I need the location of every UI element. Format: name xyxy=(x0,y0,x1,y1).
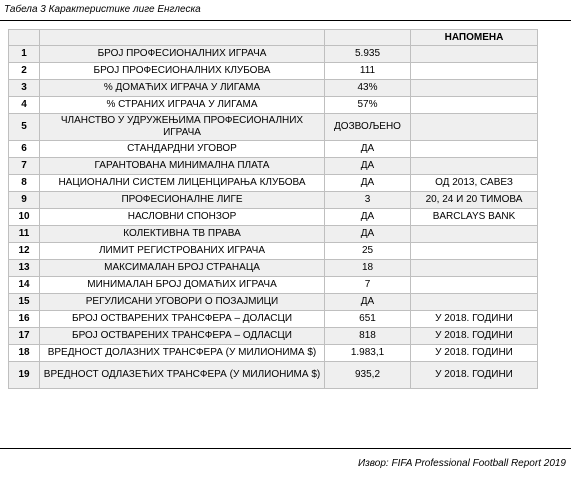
row-value-cell: 18 xyxy=(325,260,411,277)
row-label-cell: НАСЛОВНИ СПОНЗОР xyxy=(40,209,325,226)
row-value-cell: 935,2 xyxy=(325,362,411,389)
row-note-cell xyxy=(411,63,538,80)
row-number-cell: 10 xyxy=(9,209,40,226)
row-value-cell: 651 xyxy=(325,311,411,328)
header-cell-number xyxy=(9,30,40,46)
header-cell-value xyxy=(325,30,411,46)
row-value-cell: 43% xyxy=(325,80,411,97)
row-number-cell: 2 xyxy=(9,63,40,80)
row-label-cell: БРОЈ ПРОФЕСИОНАЛНИХ ИГРАЧА xyxy=(40,46,325,63)
table-row xyxy=(9,311,538,328)
table-row xyxy=(9,260,538,277)
row-label-cell: ГАРАНТОВАНА МИНИМАЛНА ПЛАТА xyxy=(40,158,325,175)
row-note-cell: У 2018. ГОДИНИ xyxy=(411,311,538,328)
row-note-cell xyxy=(411,141,538,158)
row-value-cell: 111 xyxy=(325,63,411,80)
row-number-cell: 16 xyxy=(9,311,40,328)
row-note-cell xyxy=(411,294,538,311)
row-value-cell: 818 xyxy=(325,328,411,345)
row-number-cell: 13 xyxy=(9,260,40,277)
row-value-cell: ДА xyxy=(325,141,411,158)
row-label-cell: БРОЈ ОСТВАРЕНИХ ТРАНСФЕРА – ДОЛАСЦИ xyxy=(40,311,325,328)
row-label-cell: БРОЈ ОСТВАРЕНИХ ТРАНСФЕРА – ОДЛАСЦИ xyxy=(40,328,325,345)
row-label-cell: РЕГУЛИСАНИ УГОВОРИ О ПОЗАЈМИЦИ xyxy=(40,294,325,311)
source-note: Извор: FIFA Professional Football Report 2019 xyxy=(357,458,566,469)
row-note-cell xyxy=(411,243,538,260)
row-number-cell: 17 xyxy=(9,328,40,345)
row-note-cell xyxy=(411,80,538,97)
table-row xyxy=(9,226,538,243)
row-number-cell: 11 xyxy=(9,226,40,243)
table-row xyxy=(9,328,538,345)
row-note-cell xyxy=(411,277,538,294)
table-row xyxy=(9,175,538,192)
bottom-rule xyxy=(0,448,571,449)
row-number-cell: 18 xyxy=(9,345,40,362)
row-value-cell: ДА xyxy=(325,158,411,175)
row-label-cell: НАЦИОНАЛНИ СИСТЕМ ЛИЦЕНЦИРАЊА КЛУБОВА xyxy=(40,175,325,192)
header-cell-note: НАПОМЕНА xyxy=(411,30,538,46)
row-note-cell xyxy=(411,226,538,243)
table-row xyxy=(9,345,538,362)
table-row xyxy=(9,158,538,175)
row-value-cell: ДА xyxy=(325,209,411,226)
table-row xyxy=(9,277,538,294)
row-note-cell xyxy=(411,46,538,63)
row-label-cell: КОЛЕКТИВНА ТВ ПРАВА xyxy=(40,226,325,243)
row-value-cell: 25 xyxy=(325,243,411,260)
row-number-cell: 4 xyxy=(9,97,40,114)
row-note-cell: 20, 24 И 20 ТИМОВА xyxy=(411,192,538,209)
league-characteristics-table xyxy=(8,29,538,389)
row-label-cell: % ДОМАЋИХ ИГРАЧА У ЛИГАМА xyxy=(40,80,325,97)
row-note-cell: У 2018. ГОДИНИ xyxy=(411,345,538,362)
table-row xyxy=(9,97,538,114)
table-row xyxy=(9,141,538,158)
row-note-cell: BARCLAYS BANK xyxy=(411,209,538,226)
row-note-cell xyxy=(411,158,538,175)
row-value-cell: ДА xyxy=(325,175,411,192)
row-value-cell: 57% xyxy=(325,97,411,114)
row-number-cell: 1 xyxy=(9,46,40,63)
row-note-cell xyxy=(411,97,538,114)
row-note-cell xyxy=(411,260,538,277)
row-value-cell: ДА xyxy=(325,294,411,311)
row-label-cell: МИНИМАЛАН БРОЈ ДОМАЋИХ ИГРАЧА xyxy=(40,277,325,294)
row-label-cell: МАКСИМАЛАН БРОЈ СТРАНАЦА xyxy=(40,260,325,277)
row-label-cell: ВРЕДНОСТ ОДЛАЗЕЋИХ ТРАНСФЕРА (У МИЛИОНИМА $) xyxy=(40,362,325,389)
row-label-cell: БРОЈ ПРОФЕСИОНАЛНИХ КЛУБОВА xyxy=(40,63,325,80)
table-header-row xyxy=(9,30,538,46)
table-row xyxy=(9,114,538,141)
row-number-cell: 5 xyxy=(9,114,40,141)
row-label-cell: % СТРАНИХ ИГРАЧА У ЛИГАМА xyxy=(40,97,325,114)
row-note-cell: У 2018. ГОДИНИ xyxy=(411,362,538,389)
row-label-cell: ПРОФЕСИОНАЛНЕ ЛИГЕ xyxy=(40,192,325,209)
row-value-cell: 7 xyxy=(325,277,411,294)
table-row xyxy=(9,294,538,311)
row-number-cell: 19 xyxy=(9,362,40,389)
row-number-cell: 8 xyxy=(9,175,40,192)
row-note-cell: ОД 2013, САВЕЗ xyxy=(411,175,538,192)
row-number-cell: 12 xyxy=(9,243,40,260)
top-rule xyxy=(0,20,571,21)
row-value-cell: 5.935 xyxy=(325,46,411,63)
row-number-cell: 15 xyxy=(9,294,40,311)
row-number-cell: 9 xyxy=(9,192,40,209)
row-number-cell: 3 xyxy=(9,80,40,97)
row-value-cell: ДА xyxy=(325,226,411,243)
table-row xyxy=(9,192,538,209)
table-row xyxy=(9,63,538,80)
row-label-cell: СТАНДАРДНИ УГОВОР xyxy=(40,141,325,158)
header-cell-label xyxy=(40,30,325,46)
table-caption: Табела 3 Карактеристике лиге Енглеска xyxy=(4,4,201,15)
table-row xyxy=(9,362,538,389)
row-note-cell: У 2018. ГОДИНИ xyxy=(411,328,538,345)
row-note-cell xyxy=(411,114,538,141)
table-row xyxy=(9,80,538,97)
row-value-cell: 1.983,1 xyxy=(325,345,411,362)
row-number-cell: 6 xyxy=(9,141,40,158)
row-number-cell: 14 xyxy=(9,277,40,294)
row-value-cell: 3 xyxy=(325,192,411,209)
row-label-cell: ЛИМИТ РЕГИСТРОВАНИХ ИГРАЧА xyxy=(40,243,325,260)
table-row xyxy=(9,46,538,63)
row-number-cell: 7 xyxy=(9,158,40,175)
row-value-cell: ДОЗВОЉЕНО xyxy=(325,114,411,141)
row-label-cell: ВРЕДНОСТ ДОЛАЗНИХ ТРАНСФЕРА (У МИЛИОНИМА $) xyxy=(40,345,325,362)
row-label-cell: ЧЛАНСТВО У УДРУЖЕЊИМА ПРОФЕСИОНАЛНИХ ИГРАЧА xyxy=(40,114,325,141)
table-row xyxy=(9,209,538,226)
table-row xyxy=(9,243,538,260)
